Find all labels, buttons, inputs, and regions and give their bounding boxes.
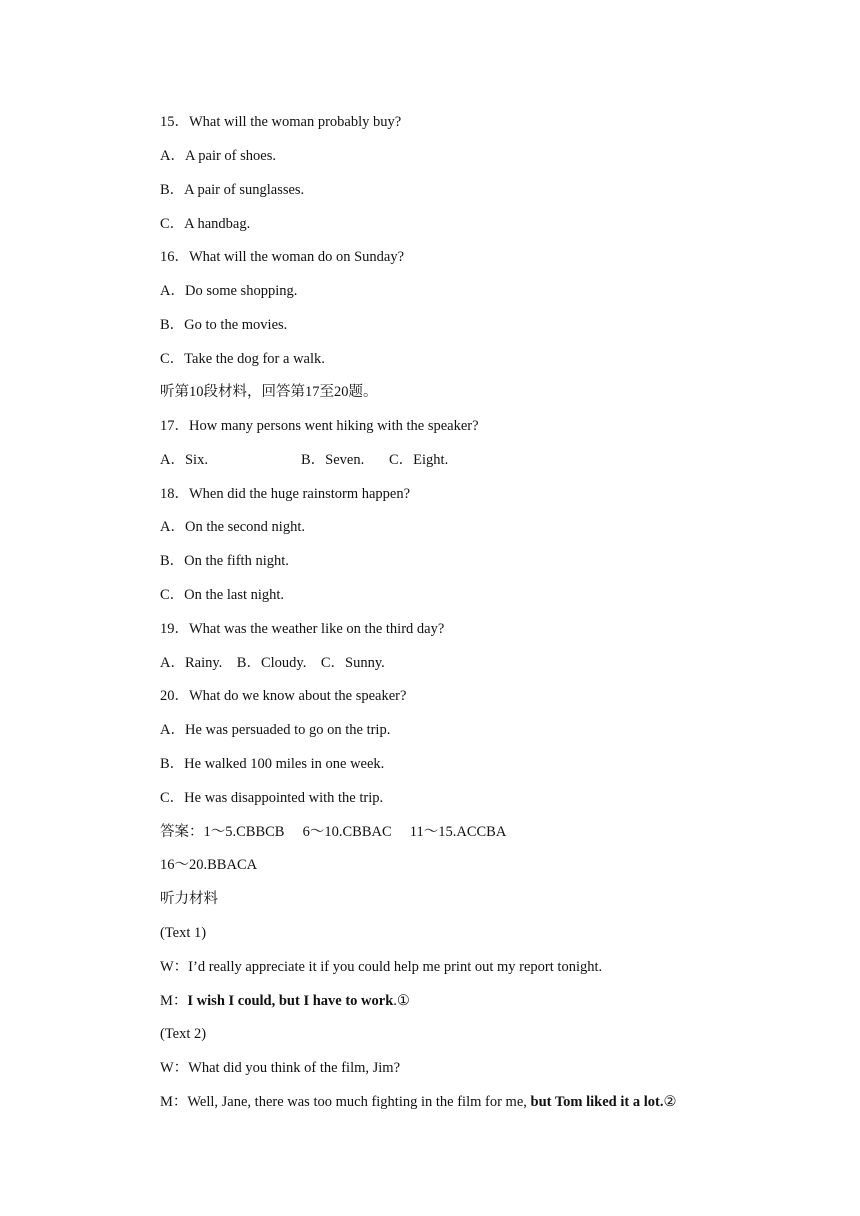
text-2-label: (Text 2) xyxy=(160,1026,207,1042)
bold-answer-1: I wish I could, but I have to work xyxy=(187,993,394,1009)
option-18a: A．On the second night. xyxy=(160,519,305,535)
option-20c: C．He was disappointed with the trip. xyxy=(160,790,384,806)
option-17b: B．Seven. xyxy=(301,452,365,468)
option-20b: B．He walked 100 miles in one week. xyxy=(160,756,385,772)
option-20a: A．He was persuaded to go on the trip. xyxy=(160,722,391,738)
option-18b: B．On the fifth night. xyxy=(160,553,289,569)
option-17c: C．Eight. xyxy=(389,452,449,468)
options-19: A．Rainy. B．Cloudy. C．Sunny. xyxy=(160,655,385,671)
option-18c: C．On the last night. xyxy=(160,587,285,603)
text-1-label: (Text 1) xyxy=(160,925,207,941)
option-17a: A．Six. xyxy=(160,452,208,468)
bold-answer-2: but Tom liked it a lot. xyxy=(530,1094,664,1110)
answer-key-line-1: 答案：1～5.CBBCB 6～10.CBBAC 11～15.ACCBA xyxy=(160,824,507,840)
text-2-man-speech: M：Well, Jane, there was too much fighting in the film for me, xyxy=(160,1094,531,1110)
text-2-woman-line: W：What did you think of the film, Jim? xyxy=(160,1060,401,1076)
option-16c: C．Take the dog for a walk. xyxy=(160,351,325,367)
option-15b: B．A pair of sunglasses. xyxy=(160,182,305,198)
option-15c: C．A handbag. xyxy=(160,216,251,232)
marker-1: .① xyxy=(393,993,410,1009)
options-17 xyxy=(160,451,449,469)
question-20: 20．What do we know about the speaker? xyxy=(160,688,407,704)
transcript-heading: 听力材料 xyxy=(160,891,218,907)
question-18: 18．When did the huge rainstorm happen? xyxy=(160,486,411,502)
question-19: 19．What was the weather like on the third day? xyxy=(160,621,445,637)
question-16: 16．What will the woman do on Sunday? xyxy=(160,249,405,265)
marker-2: ② xyxy=(663,1094,677,1110)
question-17: 17．How many persons went hiking with the speaker? xyxy=(160,418,479,434)
question-15: 15．What will the woman probably buy? xyxy=(160,114,402,130)
option-15a: A．A pair of shoes. xyxy=(160,148,276,164)
text-1-man-line xyxy=(160,992,410,1010)
speaker-m: M： xyxy=(160,993,188,1009)
text-1-woman-line: W：I’d really appreciate it if you could help me print out my report tonight. xyxy=(160,959,603,975)
section-instruction: 听第10段材料，回答第17至20题。 xyxy=(160,384,378,400)
option-16b: B．Go to the movies. xyxy=(160,317,288,333)
text-2-man-line xyxy=(160,1093,676,1111)
answer-key-line-2: 16～20.BBACA xyxy=(160,857,258,873)
option-16a: A．Do some shopping. xyxy=(160,283,298,299)
